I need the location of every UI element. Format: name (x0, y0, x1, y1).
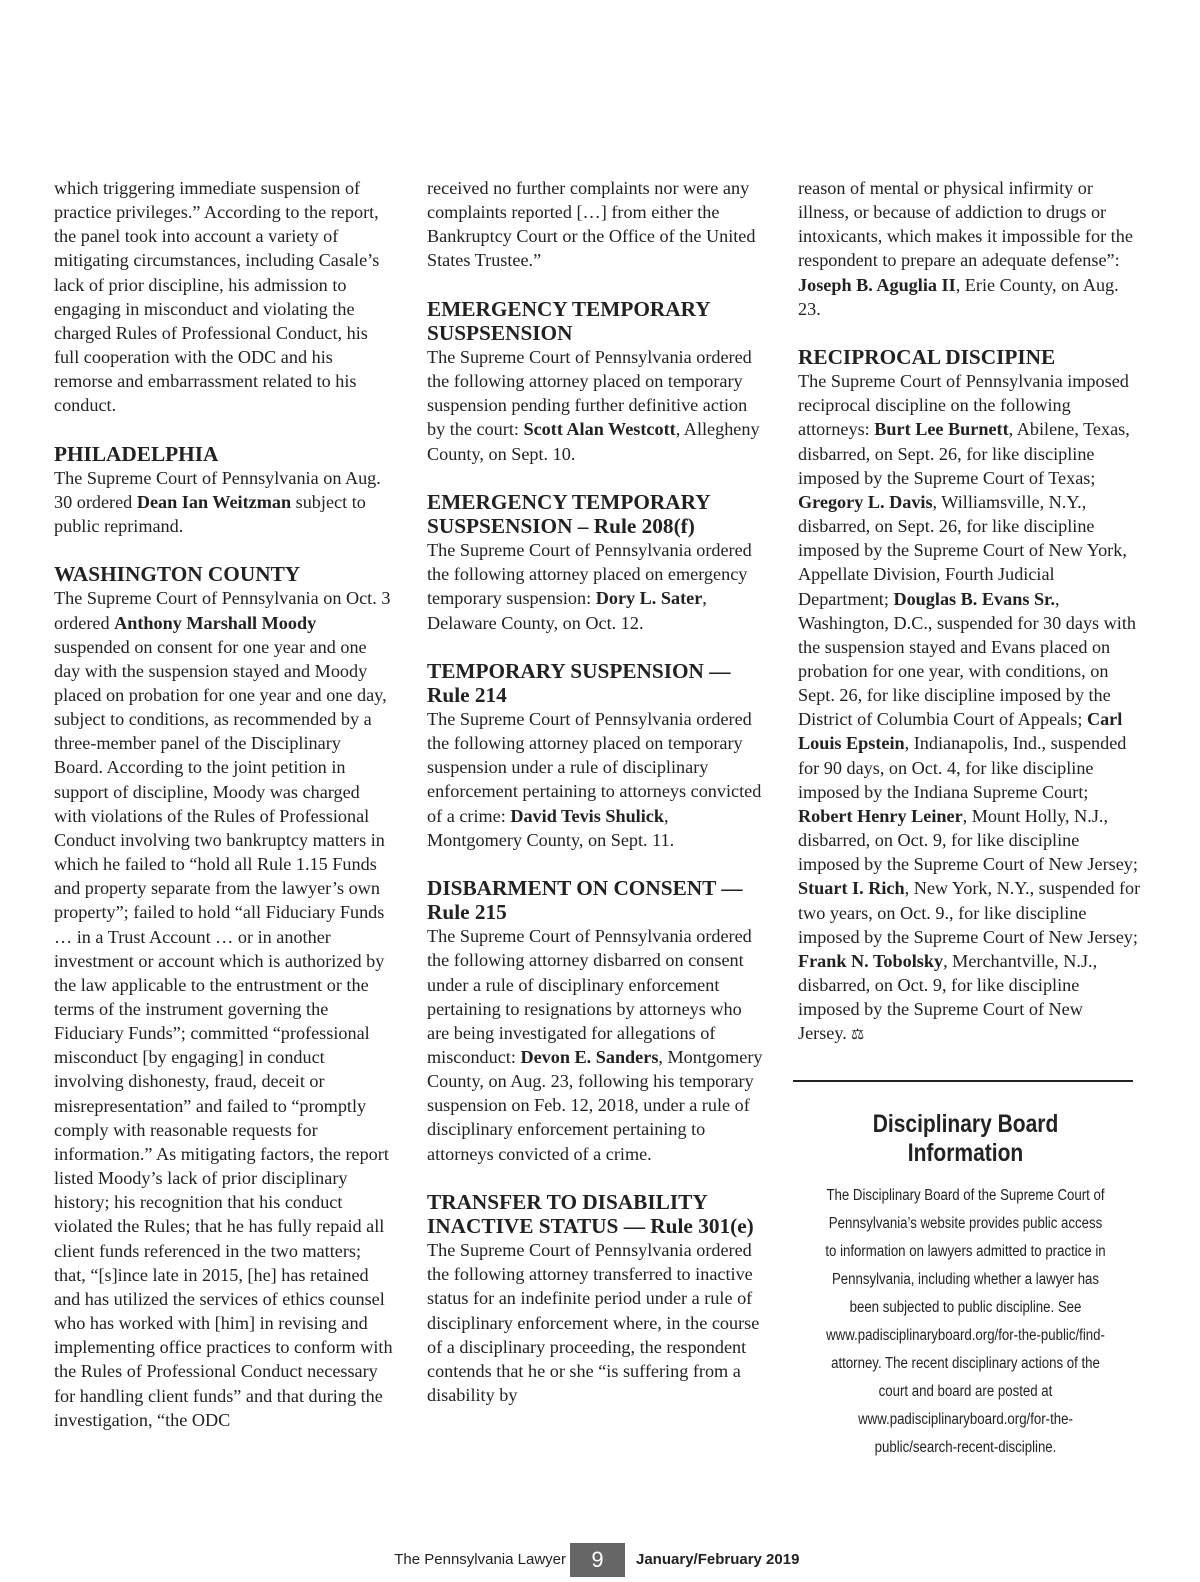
text-run: reason of mental or physical infirmity or illness, or because of addiction to drugs or intoxicants, which makes it impossible for the respondent to prepare an adequate defense”: (798, 178, 1133, 271)
attorney-name: Robert Henry Leiner (798, 805, 963, 826)
column-2 (427, 176, 767, 1407)
text-run: The Supreme Court of Pennsylvania ordered the following attorney placed on emergency temporary suspension: (427, 540, 752, 609)
attorney-name: Stuart I. Rich (798, 878, 905, 899)
info-box-body: The Disciplinary Board of the Supreme Court of Pennsylvania’s website provides public access to information on lawyers admitted to practice in Pennsylvania, including whether a lawyer has been subjected to public discipline. See www.padisciplinaryboard.org/for-the-public/find-attorney. The recent disciplinary actions of the court and board are posted at www.padisciplinaryboard.org/for-the-public/search-recent-discipline. (825, 1187, 1106, 1456)
text-run: , Montgomery County, on Aug. 23, following his temporary suspension on Feb. 12, 2018, under a rule of disciplinary enforcement pertaining to attorneys convicted of a crime. (427, 1047, 763, 1164)
paragraph (54, 176, 394, 418)
text-run: , Williamsville, N.Y., disbarred, on Sept. 26, for like discipline imposed by the Supreme Court of New York, Appellate Division, Fourth Judicial Department; (798, 491, 1127, 609)
text-run: , Montgomery County, on Sept. 11. (427, 805, 675, 850)
text-run: EMERGENCY TEMPORARY SUSPSENSION (427, 296, 710, 345)
text-run: WASHINGTON COUNTY (54, 562, 301, 587)
page-footer (0, 1543, 1200, 1577)
paragraph (54, 586, 394, 1431)
paragraph (427, 538, 767, 635)
attorney-name: Scott Alan Westcott (523, 419, 676, 440)
attorney-name: Carl Louis Epstein (798, 709, 1123, 754)
text-run: EMERGENCY TEMPORARY SUSPSENSION – Rule 208(f) (427, 489, 710, 538)
attorney-name: Dory L. Sater (595, 588, 703, 609)
text-run: , New York, N.Y., suspended for two years, on Oct. 9., for like discipline imposed by the Supreme Court of New Jersey; (798, 878, 1141, 947)
text-run: The Supreme Court of Pennsylvania ordered the following attorney placed on temporary suspension under a rule of disciplinary enforcement pertaining to attorneys convicted of a crime: (427, 708, 762, 826)
text-run: , Erie County, on Aug. 23. (798, 274, 1119, 319)
attorney-name: David Tevis Shulick (510, 805, 664, 826)
attorney-name: Burt Lee Burnett (874, 419, 1009, 440)
page-number: 9 (570, 1543, 625, 1577)
section-heading (798, 345, 1143, 369)
text-run: suspended on consent for one year and one day with the suspension stayed and Moody placed on probation for one year and one day, subject to conditions, as recommended by a three-member panel of the Disciplinary Board. According to the joint petition in support of discipline, Moody was charged with violations of the Rules of Professional Conduct involving two bankruptcy matters in which he failed to “hold all Rule 1.15 Funds and property separate from the lawyer’s own property”; failed to hold “all Fiduciary Funds … in a Trust Account … or in another investment or account which is authorized by the law applicable to the entrustment or the terms of the instrument governing the Fiduciary Funds”; committed “professional misconduct [by engaging] in conduct involving dishonesty, fraud, deceit or misrepresentation” and failed to “promptly comply with reasonable requests for information.” As mitigating factors, the report listed Moody’s lack of prior disciplinary history; his recognition that his conduct violated the Rules; that he has fully repaid all client funds referenced in the two matters; that, “[s]ince late in 2015, [he] has retained and has utilized the services of ethics counsel who has worked with [him] in revising and implementing office practices to conform with the Rules of Professional Conduct necessary for handling client funds” and that during the investigation, “the ODC (54, 636, 393, 1430)
paragraph (427, 176, 767, 273)
text-run: PHILADELPHIA (54, 441, 219, 466)
attorney-name: Frank N. Tobolsky (798, 950, 944, 971)
section-heading (427, 490, 767, 538)
text-run: which triggering immediate suspension of practice privileges.” According to the report, the panel took into account a variety of mitigating circumstances, including Casale’s lack of prior discipline, his admission to engaging in misconduct and violating the charged Rules of Professional Conduct, his full cooperation with the ODC and his remorse and embarrassment related to his conduct. (54, 178, 380, 416)
scales-of-justice-icon: ⚖ (850, 1027, 865, 1044)
section-heading (427, 1190, 767, 1238)
issue-date: January/February 2019 (636, 1551, 800, 1568)
paragraph (798, 176, 1143, 321)
text-run: received no further complaints nor were any complaints reported […] from either the Bankruptcy Court or the Office of the United States Trustee.” (427, 178, 756, 271)
attorney-name: Devon E. Sanders (520, 1047, 659, 1067)
column-1 (54, 176, 394, 1432)
text-run: , Mount Holly, N.J., disbarred, on Oct. 9, for like discipline imposed by the Supreme Court of New Jersey; (798, 805, 1138, 875)
publication-name: The Pennsylvania Lawyer (394, 1551, 566, 1568)
text-run: , Indianapolis, Ind., suspended for 90 days, on Oct. 4, for like discipline imposed by the Indiana Supreme Court; (798, 733, 1127, 802)
section-heading (427, 297, 767, 345)
text-run: DISBARMENT ON CONSENT — Rule 215 (427, 875, 743, 925)
disciplinary-board-info-box (798, 1110, 1133, 1462)
section-heading (54, 442, 394, 466)
section-heading (427, 659, 767, 707)
text-run: RECIPROCAL DISCIPINE (798, 344, 1056, 369)
paragraph (427, 924, 767, 1166)
column-3 (798, 176, 1143, 1047)
text-run: , Merchantville, N.J., disbarred, on Oct. 9, for like discipline imposed by the Supreme Court of New Jersey. (798, 950, 1098, 1044)
text-run: The Supreme Court of Pennsylvania on Aug. 30 ordered (54, 467, 381, 512)
paragraph (427, 707, 767, 852)
text-run: The Supreme Court of Pennsylvania ordered the following attorney transferred to inactive status for an indefinite period under a rule of disciplinary enforcement where, in the course of a disciplinary proceeding, the respondent contends that he or she “is suffering from a disability by (427, 1240, 760, 1406)
attorney-name: Joseph B. Aguglia II (798, 274, 956, 295)
info-box-title: Disciplinary Board Information (872, 1110, 1059, 1167)
text-run: The Supreme Court of Pennsylvania on Oct. 3 ordered (54, 588, 391, 633)
text-run: The Supreme Court of Pennsylvania ordered the following attorney placed on temporary suspension pending further definitive action by the court: (427, 346, 752, 440)
paragraph (427, 1238, 767, 1407)
paragraph (427, 345, 767, 466)
section-heading (54, 562, 394, 586)
text-run: , Allegheny County, on Sept. 10. (427, 419, 760, 464)
text-run: , Abilene, Texas, disbarred, on Sept. 26, for like discipline imposed by the Supreme Court of Texas; (798, 419, 1130, 488)
attorney-name: Douglas B. Evans Sr. (893, 588, 1056, 609)
text-run: , Washington, D.C., suspended for 30 days with the suspension stayed and Evans placed on probation for one year, with conditions, on Sept. 26, for like discipline imposed by the District of Columbia Court of Appeals; (798, 588, 1137, 730)
text-run: TRANSFER TO DISABILITY INACTIVE STATUS — Rule 301(e) (427, 1189, 754, 1238)
text-run: The Supreme Court of Pennsylvania imposed reciprocal discipline on the following attorneys: (798, 371, 1129, 440)
sidebar-divider (793, 1080, 1133, 1082)
text-run: , Delaware County, on Oct. 12. (427, 588, 707, 633)
paragraph (798, 369, 1143, 1047)
text-run: The Supreme Court of Pennsylvania ordered the following attorney disbarred on consent under a rule of disciplinary enforcement pertaining to resignations by attorneys who are being investigated for allegations of misconduct: (427, 926, 752, 1067)
attorney-name: Gregory L. Davis (798, 491, 933, 512)
paragraph (54, 466, 394, 538)
text-run: TEMPORARY SUSPENSION — Rule 214 (427, 658, 731, 707)
text-run: subject to public reprimand. (54, 491, 366, 537)
attorney-name: Anthony Marshall Moody (114, 612, 317, 633)
section-heading (427, 876, 767, 924)
attorney-name: Dean Ian Weitzman (136, 491, 292, 512)
